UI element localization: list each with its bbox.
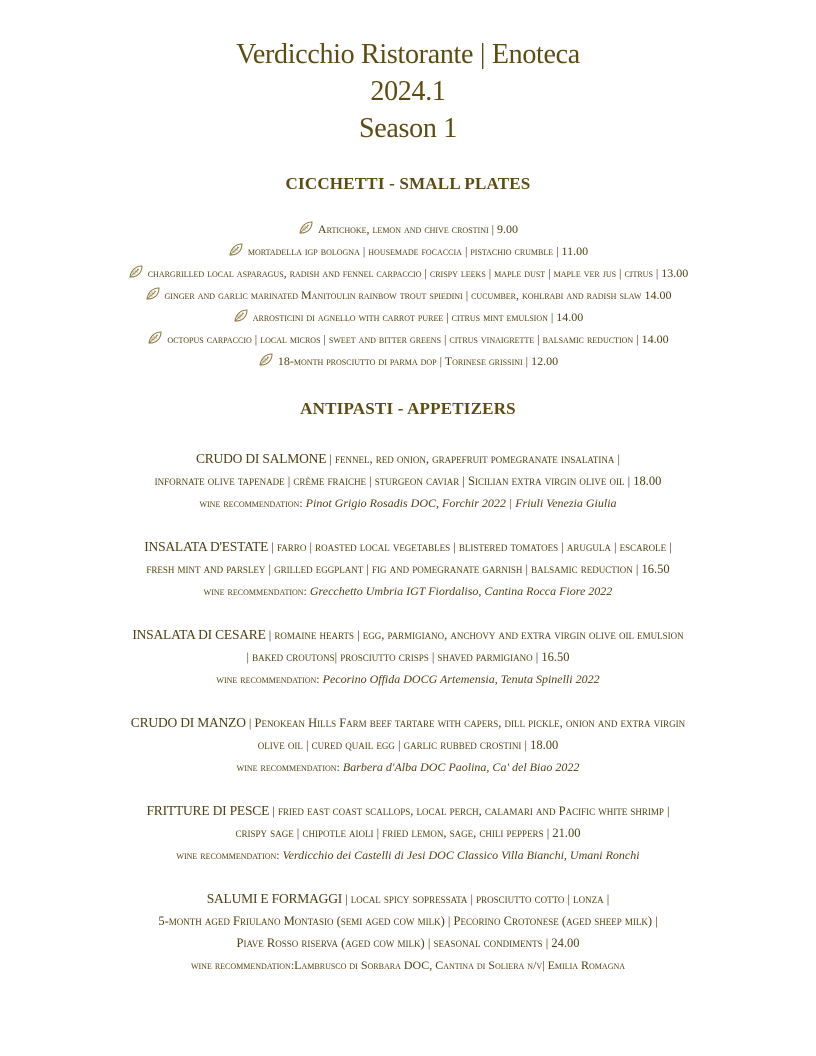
dish-name: INSALATA DI CESARE — [132, 627, 266, 642]
dish-description: | Penokean Hills Farm beef tartare with capers, dill pickle, onion and extra virgin — [245, 716, 686, 730]
dish-insalata-destate — [0, 536, 816, 602]
dish-name: FRITTURE DI PESCE — [146, 803, 270, 818]
dish-crudo-di-manzo — [0, 712, 816, 778]
dish-salumi-e-formaggi — [0, 888, 816, 976]
cicchetti-title: CICCHETTI - SMALL PLATES — [285, 174, 531, 193]
dish-description: 5-month aged Friulano Montasio (semi aged cow milk) | Pecorino Crotonese (aged sheep milk) | — [158, 914, 658, 928]
dish-name: SALUMI E FORMAGGI — [206, 891, 343, 906]
list-item: octopus carpaccio | local micros | sweet and bitter greens | citrus vinaigrette | balsamic reduction | 14.00 — [0, 328, 816, 350]
list-item: 18-month prosciutto di parma dop | Torinese grissini | 12.00 — [0, 350, 816, 372]
dish-name: CRUDO DI SALMONE — [195, 451, 327, 466]
dish-description: | local spicy sopressata | prosciutto cotto | lonza | — [342, 892, 610, 906]
list-item: mortadella igp bologna | housemade focaccia | pistachio crumble | 11.00 — [0, 240, 816, 262]
list-item: ginger and garlic marinated Manitoulin rainbow trout spiedini | cucumber, kohlrabi and radish slaw 14.00 — [0, 284, 816, 306]
menu-header — [0, 36, 816, 147]
dish-insalata-di-cesare — [0, 624, 816, 690]
restaurant-name: Verdicchio Ristorante | Enoteca — [236, 39, 580, 70]
leaf-icon — [298, 220, 314, 234]
wine-recommendation: wine recommendation:Lambrusco di Sorbara DOC, Cantina di Soliera n/v| Emilia Romagna — [190, 958, 626, 972]
dish-name: CRUDO DI MANZO — [130, 715, 246, 730]
dish-description: | baked croutons| prosciutto crisps | shaved parmigiano | 16.50 — [246, 650, 570, 664]
wine-recommendation: wine recommendation: Barbera d'Alba DOC Paolina, Ca' del Biao 2022 — [236, 760, 580, 774]
leaf-icon — [258, 352, 274, 366]
leaf-icon — [145, 286, 161, 300]
list-item: arrosticini di agnello with carrot puree | citrus mint emulsion | 14.00 — [0, 306, 816, 328]
dish-description: | romaine hearts | egg, parmigiano, anchovy and extra virgin olive oil emulsion — [265, 628, 684, 642]
dish-description: Piave Rosso riserva (aged cow milk) | seasonal condiments | 24.00 — [236, 936, 580, 950]
leaf-icon — [228, 242, 244, 256]
dish-description: infornate olive tapenade | crème fraiche | sturgeon caviar | Sicilian extra virgin olive oil | 18.00 — [154, 474, 662, 488]
antipasti-list — [0, 448, 816, 998]
cicchetti-list — [0, 218, 816, 372]
wine-recommendation: wine recommendation: Grecchetto Umbria IGT Fiordaliso, Cantina Rocca Fiore 2022 — [203, 584, 613, 598]
list-item: chargrilled local asparagus, radish and fennel carpaccio | crispy leeks | maple dust | maple ver jus | citrus | 13.00 — [0, 262, 816, 284]
leaf-icon — [233, 308, 249, 322]
dish-name: INSALATA D'ESTATE — [144, 539, 269, 554]
dish-description: crispy sage | chipotle aioli | fried lemon, sage, chili peppers | 21.00 — [235, 826, 581, 840]
dish-description: | fried east coast scallops, local perch, calamari and Pacific white shrimp | — [269, 804, 670, 818]
menu-season: Season 1 — [359, 113, 457, 144]
menu-year: 2024.1 — [370, 76, 446, 107]
dish-crudo-di-salmone — [0, 448, 816, 514]
dish-fritture-di-pesce — [0, 800, 816, 866]
list-item: Artichoke, lemon and chive crostini | 9.00 — [0, 218, 816, 240]
dish-description: olive oil | cured quail egg | garlic rubbed crostini | 18.00 — [257, 738, 559, 752]
wine-recommendation: wine recommendation: Pecorino Offida DOCG Artemensia, Tenuta Spinelli 2022 — [216, 672, 600, 686]
dish-description: | fennel, red onion, grapefruit pomegranate insalatina | — [326, 452, 621, 466]
leaf-icon — [128, 264, 144, 278]
wine-recommendation: wine recommendation: Verdicchio dei Castelli di Jesi DOC Classico Villa Bianchi, Umani Ronchi — [176, 848, 640, 862]
dish-description: fresh mint and parsley | grilled eggplant | fig and pomegranate garnish | balsamic reduction | 16.50 — [146, 562, 670, 576]
wine-recommendation: wine recommendation: Pinot Grigio Rosadis DOC, Forchir 2022 | Friuli Venezia Giulia — [199, 496, 617, 510]
dish-description: | farro | roasted local vegetables | blistered tomatoes | arugula | escarole | — [268, 540, 672, 554]
leaf-icon — [147, 330, 163, 344]
antipasti-title: ANTIPASTI - APPETIZERS — [300, 399, 516, 418]
